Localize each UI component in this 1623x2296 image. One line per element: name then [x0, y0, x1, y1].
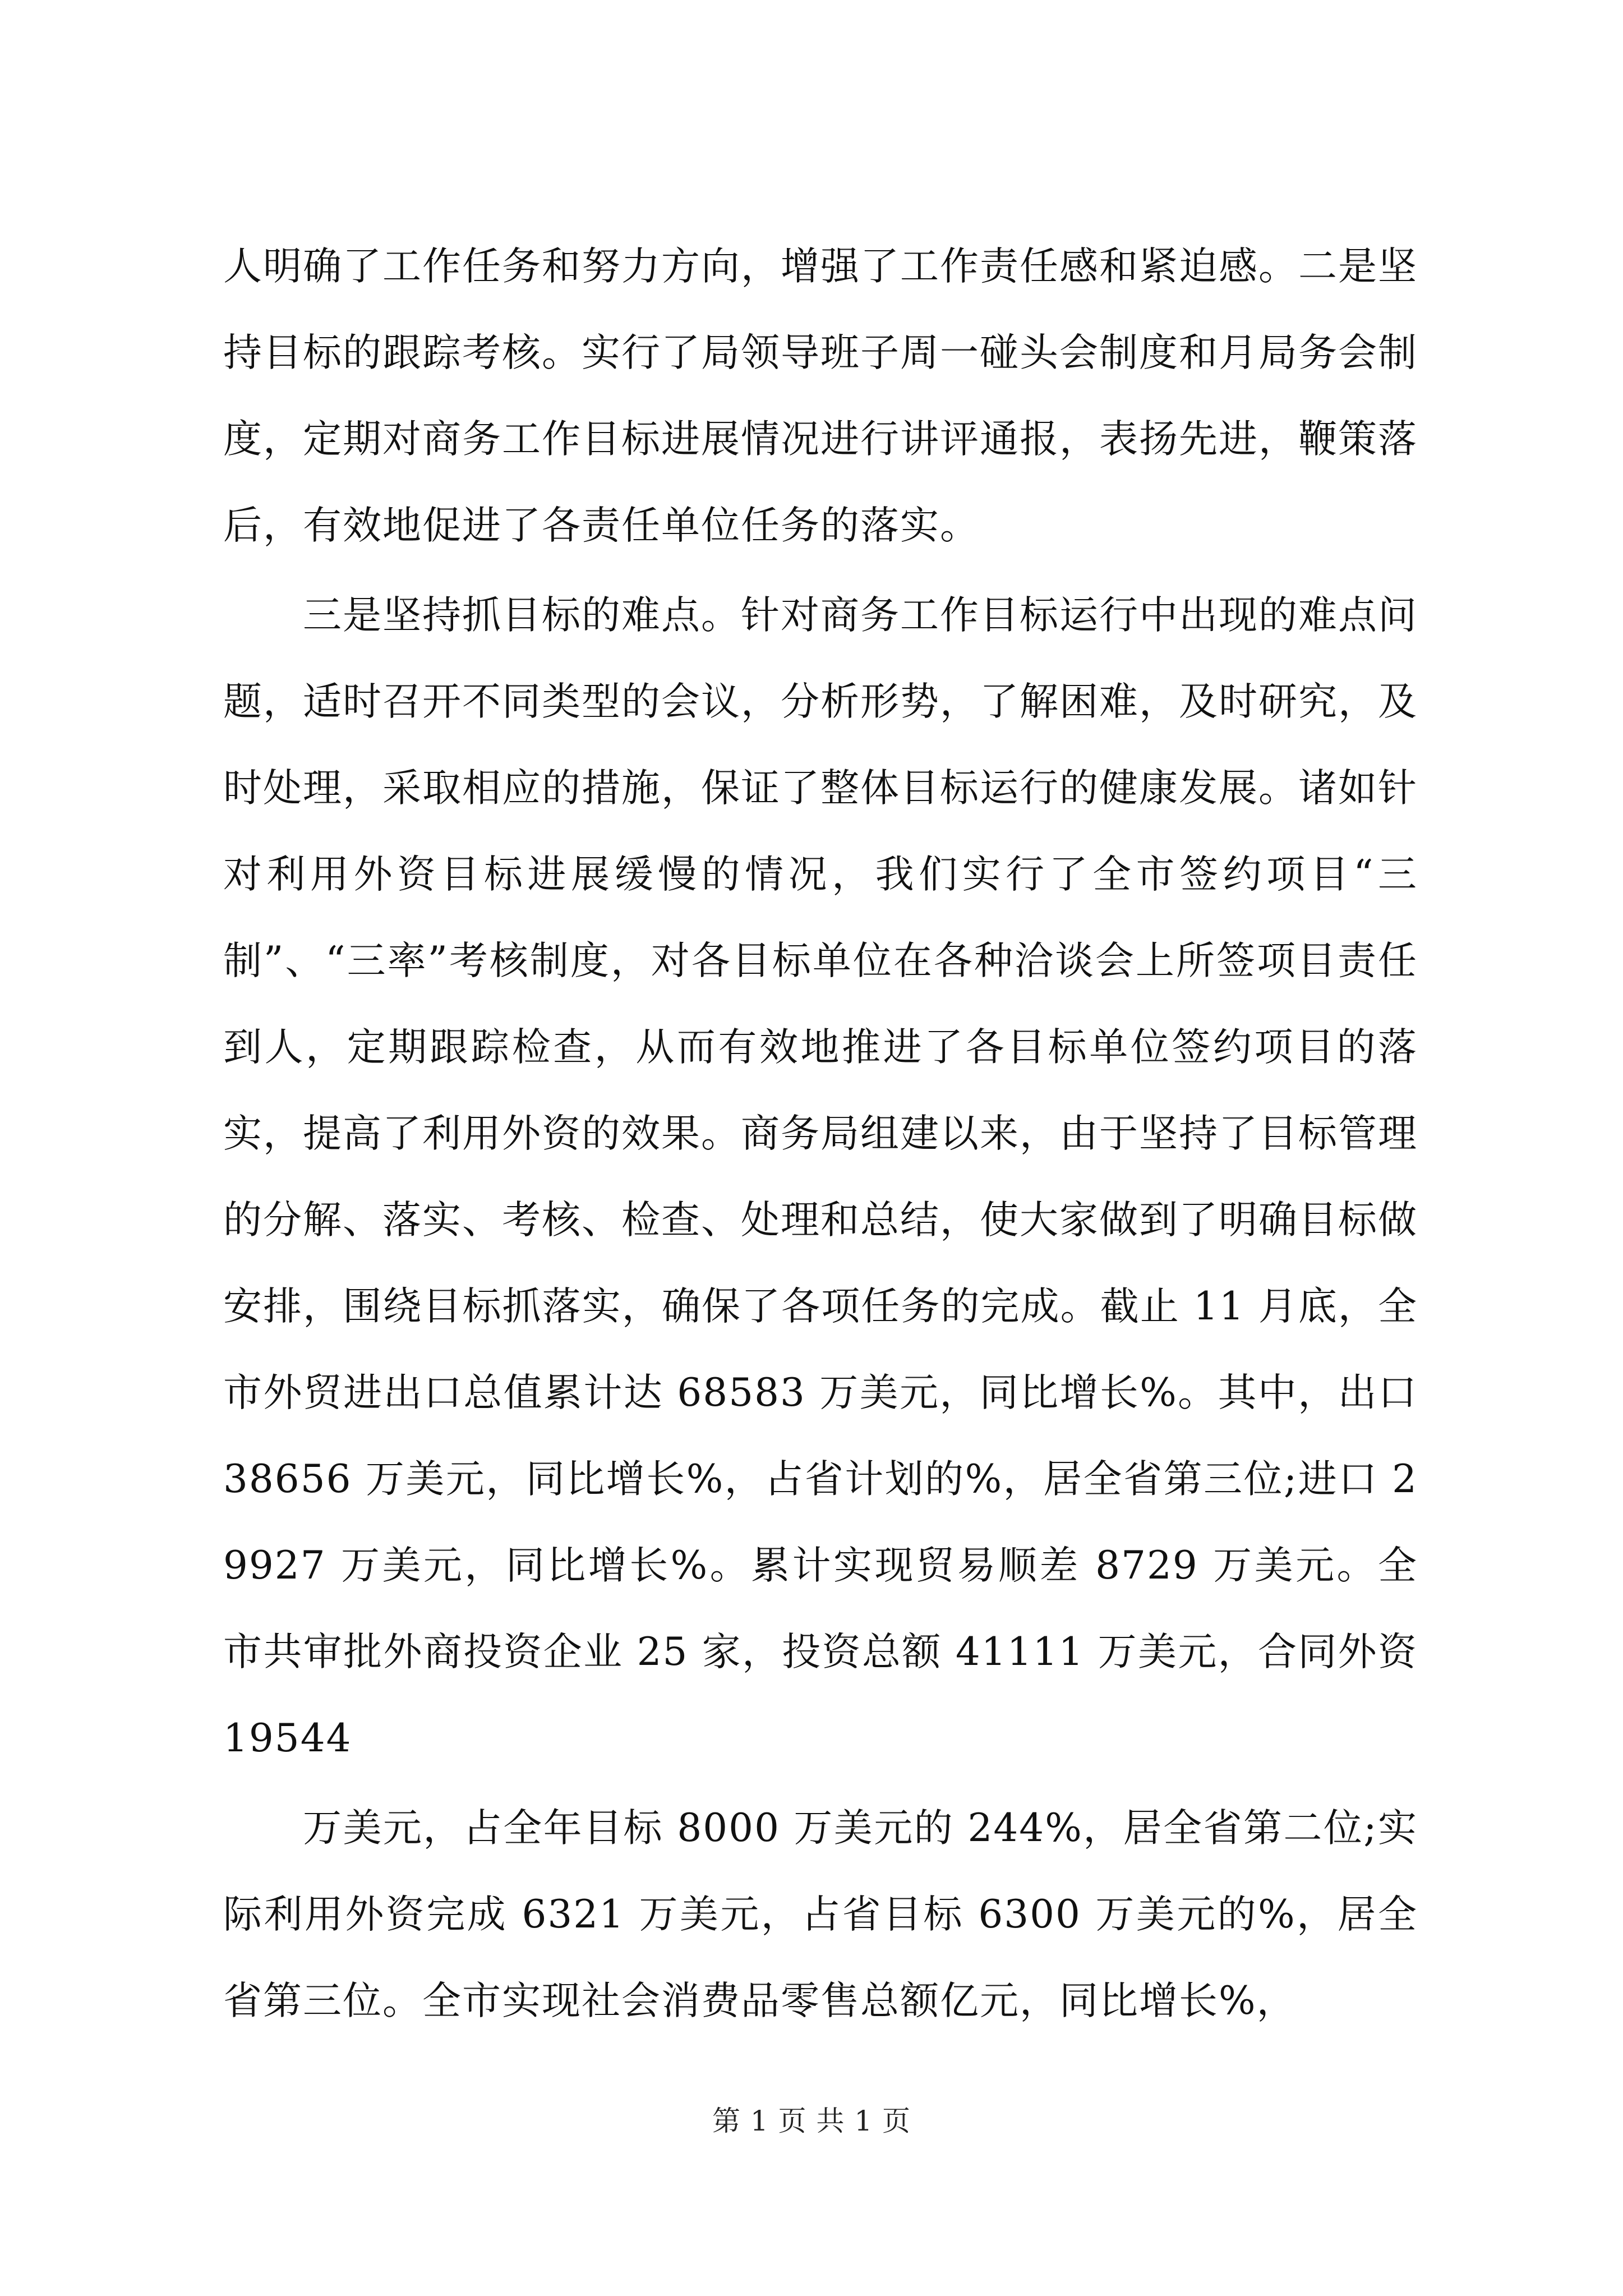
paragraph-1: 人明确了工作任务和努力方向，增强了工作责任感和紧迫感。二是坚持目标的跟踪考核。实行了局领导班子周一碰头会制度和月局务会制度，定期对商务工作目标进展情况进行讲评通报，表扬先进，鞭策落后，有效地促进了各责任单位任务的落实。: [223, 244, 1418, 548]
paragraph-2: 三是坚持抓目标的难点。针对商务工作目标运行中出现的难点问题，适时召开不同类型的会议，分析形势，了解困难，及时研究，及时处理，采取相应的措施，保证了整体目标运行的健康发展。诸如针对利用外资目标进展缓慢的情况，我们实行了全市签约项目“三制”、“三率”考核制度，对各目标单位在各种洽谈会上所签项目责任到人，定期跟踪检查，从而有效地推进了各目标单位签约项目的落实，提高了利用外资的效果。商务局组建以来，由于坚持了目标管理的分解、落实、考核、检查、处理和总结，使大家做到了明确目标做安排，围绕目标抓落实，确保了各项任务的完成。截止 11 月底，全市外贸进出口总值累计达 68583 万美元，同比增长%。其中，出口 38656 万美元，同比增长%，占省计划的%，居全省第三位;进口 29927 万美元，同比增长%。累计实现贸易顺差 8729 万美元。全市共审批外商投资企业 25 家，投资总额 41111 万美元，合同外资 19544: [223, 593, 1418, 1761]
paragraph-3: 万美元，占全年目标 8000 万美元的 244%，居全省第二位;实际利用外资完成 6321 万美元，占省目标 6300 万美元的%，居全省第三位。全市实现社会消费品零售总额亿元，同比增长%，: [223, 1806, 1418, 2023]
document-body: [223, 223, 1418, 2044]
page-footer: 第 1 页 共 1 页: [712, 2105, 911, 2137]
